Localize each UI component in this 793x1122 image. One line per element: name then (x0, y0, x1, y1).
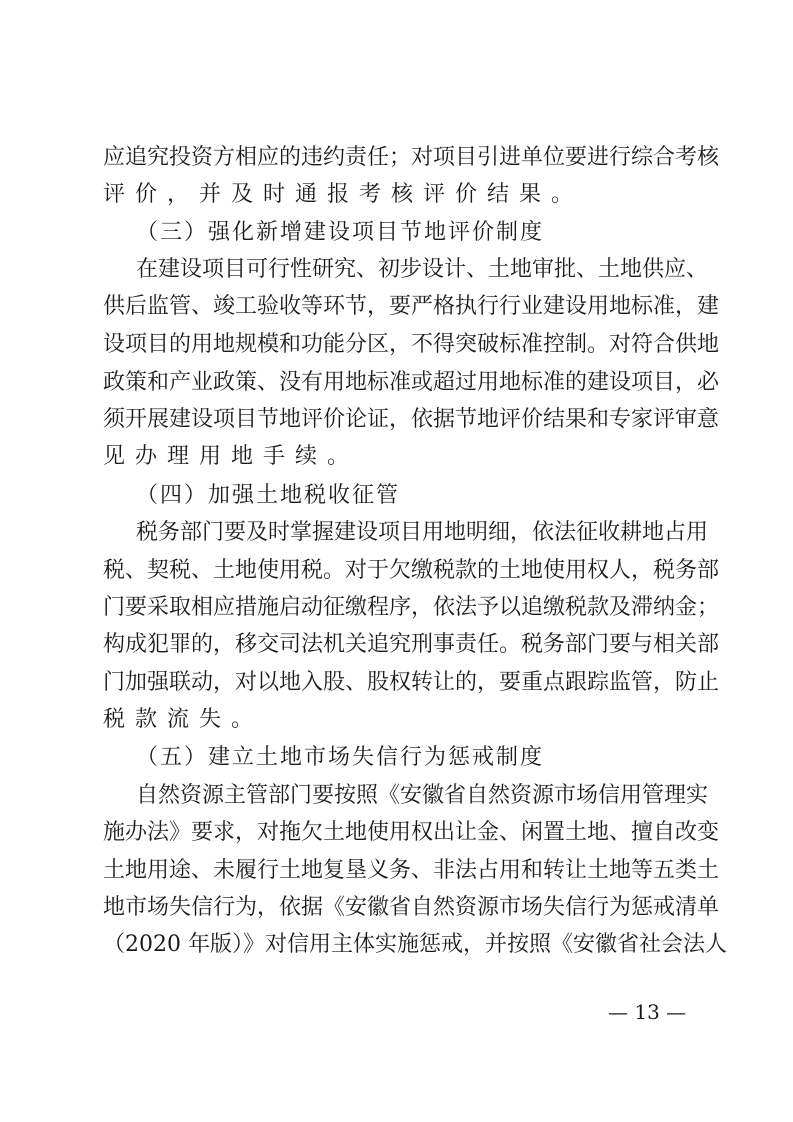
paragraph-line: 自然资源主管部门要按照《安徽省自然资源市场信用管理实 (136, 783, 709, 808)
paragraph-line: 门要采取相应措施启动征缴程序，依法予以追缴税款及滞纳金； (103, 595, 720, 620)
paragraph-line: 构成犯罪的，移交司法机关追究刑事责任。税务部门要与相关部 (103, 632, 720, 657)
paragraph-line: 施办法》要求，对拖欠土地使用权出让金、闲置土地、擅自改变 (103, 820, 720, 845)
paragraph-line: 在建设项目可行性研究、初步设计、土地审批、土地供应、 (136, 257, 709, 282)
paragraph-line: 应追究投资方相应的违约责任；对项目引进单位要进行综合考核 (103, 145, 720, 170)
paragraph-line: 供后监管、竣工验收等环节，要严格执行行业建设用地标准，建 (103, 294, 720, 319)
section-heading-5: （五）建立土地市场失信行为惩戒制度 (136, 745, 545, 770)
paragraph-line: 设项目的用地规模和功能分区，不得突破标准控制。对符合供地 (103, 332, 720, 357)
paragraph-line: 政策和产业政策、没有用地标准或超过用地标准的建设项目，必 (103, 370, 720, 395)
paragraph-line: （2020 年版）》对信用主体实施惩戒，并按照《安徽省社会法人 (103, 932, 727, 957)
section-heading-3: （三）强化新增建设项目节地评价制度 (136, 220, 545, 245)
paragraph-line: 税、契税、土地使用税。对于欠缴税款的土地使用权人，税务部 (103, 558, 720, 583)
paragraph-line: 门加强联动，对以地入股、股权转让的，要重点跟踪监管，防止 (103, 670, 720, 695)
paragraph-line: 税款流失。 (103, 707, 264, 732)
paragraph-line: 须开展建设项目节地评价论证，依据节地评价结果和专家评审意 (103, 407, 720, 432)
paragraph-line: 土地用途、未履行土地复垦义务、非法占用和转让土地等五类土 (103, 858, 720, 883)
page-number: — 13 — (608, 1000, 687, 1024)
paragraph-line: 见办理用地手续。 (103, 444, 360, 469)
paragraph-line: 地市场失信行为，依据《安徽省自然资源市场失信行为惩戒清单 (103, 895, 720, 920)
paragraph-line: 税务部门要及时掌握建设项目用地明细，依法征收耕地占用 (136, 520, 709, 545)
paragraph-line: 评价，并及时通报考核评价结果。 (103, 182, 584, 207)
section-heading-4: （四）加强土地税收征管 (136, 483, 401, 508)
